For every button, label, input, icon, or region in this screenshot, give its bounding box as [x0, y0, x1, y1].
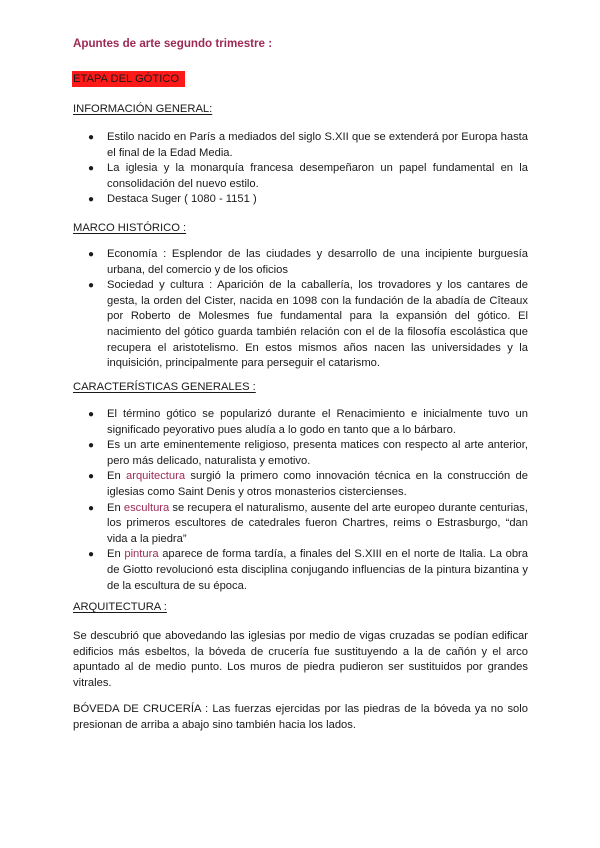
- list-item: ● La iglesia y la monarquía francesa desempeñaron un papel fundamental en la consolidación del nuevo estilo.: [88, 162, 528, 190]
- bullet-icon: ●: [88, 163, 95, 175]
- highlight-escultura: escultura: [123, 501, 170, 514]
- heading-marco-historico: MARCO HISTÓRICO :: [73, 222, 187, 234]
- highlight-pintura: pintura: [124, 548, 159, 561]
- list-item: ● Economía : Esplendor de las ciudades y desarrollo de una incipiente burguesía urbana, del comercio y de los oficios: [88, 248, 528, 276]
- document-title: Apuntes de arte segundo trimestre :: [73, 37, 273, 50]
- heading-informacion-general: INFORMACIÓN GENERAL:: [73, 103, 213, 115]
- list-item: ● En pintura aparece de forma tardía, a finales del S.XIII en el norte de Italia. La obra de Giotto revolucionó esta disciplina conjugando influencias de la pintura bizantina y de la escultura de su época.: [88, 548, 529, 592]
- paragraph-arquitectura: Se descubrió que abovedando las iglesias por medio de vigas cruzadas se podían edificar edificios más esbeltos, la bóveda de crucería fue sustituyendo a la de cañón y el arco apuntado al de medio punto. Los muros de piedra pudieron ser sustituidos por grandes vitrales.: [73, 630, 528, 689]
- bullet-icon: ●: [88, 549, 95, 561]
- heading-arquitectura: ARQUITECTURA :: [73, 601, 167, 613]
- paragraph-boveda-cruceria: BÓVEDA DE CRUCERÍA : Las fuerzas ejercidas por las piedras de la bóveda ya no solo presionan de arriba a abajo sino también hacia los lados.: [73, 703, 528, 731]
- list-item: ● Es un arte eminentemente religioso, presenta matices con respecto al arte anterior, pero más delicado, naturalista y emotivo.: [88, 439, 528, 467]
- bullet-icon: ●: [88, 280, 95, 292]
- list-informacion-general: [88, 130, 528, 208]
- etapa-label: ETAPA DEL GÓTICO: [72, 71, 185, 87]
- highlight-arquitectura: arquitectura: [126, 470, 186, 483]
- list-item: ● Destaca Suger ( 1080 - 1151 ): [88, 192, 528, 208]
- list-caracteristicas: [88, 407, 528, 594]
- bullet-icon: ●: [88, 132, 95, 143]
- list-item: ● En arquitectura surgió la primero como innovación técnica en la construcción de iglesias como Saint Denis y otros monasterios cistercienses.: [88, 470, 528, 498]
- bullet-icon: ●: [88, 409, 95, 420]
- bullet-icon: ●: [88, 440, 95, 452]
- bullet-icon: ●: [88, 471, 95, 483]
- list-marco-historico: [88, 247, 528, 372]
- bullet-icon: ●: [88, 249, 95, 260]
- list-item: ● Sociedad y cultura : Aparición de la caballería, los trovadores y los cantares de gesta, la orden del Cister, nacida en 1098 con la fundación de la abadía de Cîteaux por Roberto de Molesmes fue fundamental para la expansión del gótico. El nacimiento del gótico guarda también relación con el de la filosofía escolástica que recupera el aristotelismo. En estos mismos años nacen las universidades y la inquisición, principalmente para perseguir el catarismo.: [88, 279, 528, 370]
- bullet-icon: ●: [88, 502, 95, 514]
- bullet-icon: ●: [88, 194, 95, 206]
- list-item: ● Estilo nacido en París a mediados del siglo S.XII que se extenderá por Europa hasta el final de la Edad Media.: [88, 131, 528, 159]
- heading-caracteristicas-generales: CARACTERÍSTICAS GENERALES :: [73, 381, 256, 393]
- list-item: ● En escultura se recupera el naturalismo, ausente del arte europeo durante centurias, los primeros escultores de catedrales fueron Chartres, reims o Estrasburgo, “dan vida a la piedra”: [88, 501, 529, 545]
- list-item: ● El término gótico se popularizó durante el Renacimiento e inicialmente tuvo un significado peyorativo pues aludía a lo godo en tanto que a lo bárbaro.: [88, 408, 528, 436]
